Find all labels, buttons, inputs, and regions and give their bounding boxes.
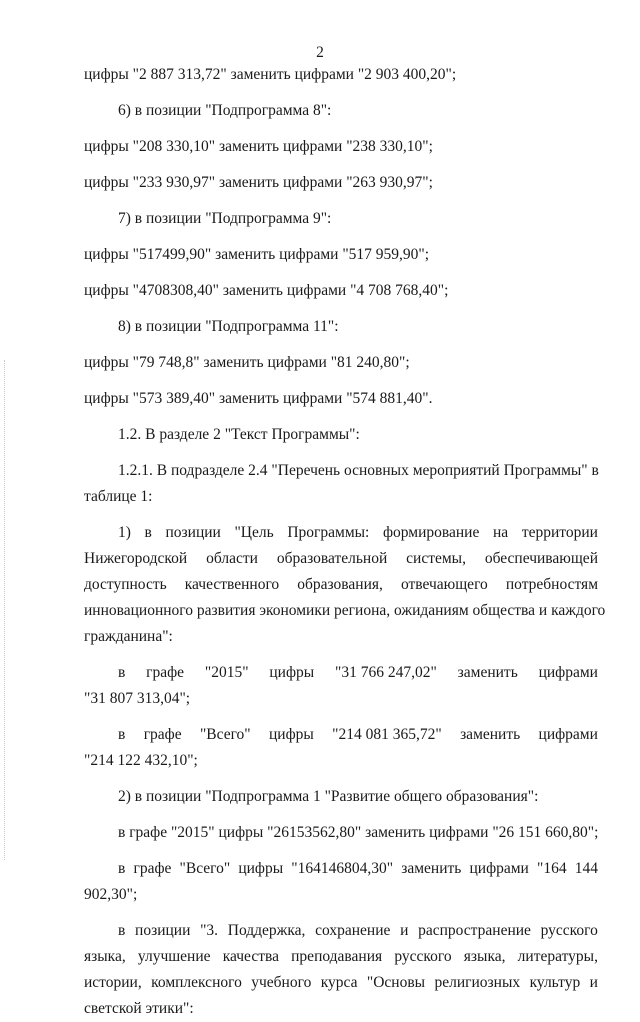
word: курса bbox=[320, 974, 358, 991]
word: образования, bbox=[297, 576, 383, 593]
word: языка, bbox=[463, 948, 506, 965]
word: графе bbox=[146, 664, 185, 681]
justified-line bbox=[84, 944, 598, 970]
word: графе bbox=[143, 726, 182, 743]
word: цифры bbox=[238, 860, 284, 877]
word: религиозных bbox=[434, 974, 521, 991]
text-line: 8) в позиции "Подпрограмма 11": bbox=[118, 318, 339, 335]
justified-line bbox=[84, 572, 598, 598]
text-line: гражданина": bbox=[84, 628, 173, 645]
word: в bbox=[118, 664, 126, 681]
text-line: цифры "233 930,97" заменить цифрами "263 930,97"; bbox=[84, 174, 433, 191]
word: позиции bbox=[165, 524, 221, 541]
word: истории, bbox=[84, 974, 142, 991]
word: "2015" bbox=[204, 664, 249, 681]
document-body bbox=[84, 62, 606, 1022]
word: "3. bbox=[200, 922, 219, 939]
text-line: инновационного развития экономики региона, ожиданиям общества и каждого bbox=[84, 602, 606, 619]
word: преподавания bbox=[291, 948, 383, 965]
word: потребностям bbox=[505, 576, 598, 593]
word: заменить bbox=[401, 860, 462, 877]
text-line: 902,30"; bbox=[84, 886, 138, 903]
word: обеспечивающей bbox=[484, 550, 598, 567]
word: в bbox=[144, 524, 152, 541]
text-line: 1.2.1. В подразделе 2.4 "Перечень основных мероприятий Программы" в bbox=[118, 462, 599, 479]
word: территории bbox=[521, 524, 598, 541]
text-line: цифры "2 887 313,72" заменить цифрами "2 903 400,20"; bbox=[84, 66, 457, 83]
justified-line bbox=[84, 520, 598, 546]
word: "164 bbox=[537, 860, 567, 877]
word: 144 bbox=[574, 860, 598, 877]
word: качества bbox=[222, 948, 279, 965]
word: цифрами bbox=[538, 664, 598, 681]
word: графе bbox=[133, 860, 172, 877]
word: в bbox=[118, 922, 126, 939]
word: "214 081 365,72" bbox=[332, 726, 442, 743]
word: комплексного bbox=[151, 974, 242, 991]
word: улучшение bbox=[137, 948, 211, 965]
word: "Основы bbox=[366, 974, 426, 991]
text-line: светской этики": bbox=[84, 1000, 194, 1017]
word: "Всего" bbox=[179, 860, 231, 877]
word: языка, bbox=[84, 948, 126, 965]
word: заменить bbox=[457, 664, 518, 681]
text-line: цифры "208 330,10" заменить цифрами "238 330,10"; bbox=[84, 138, 433, 155]
word: в bbox=[118, 726, 126, 743]
text-line: цифры "4708308,40" заменить цифрами "4 708 768,40"; bbox=[84, 282, 449, 299]
word: качественного bbox=[184, 576, 280, 593]
word: сохранение bbox=[315, 922, 391, 939]
page-number: 2 bbox=[316, 44, 324, 61]
text-line: таблице 1: bbox=[84, 488, 153, 505]
justified-line bbox=[84, 918, 598, 944]
word: отвечающего bbox=[400, 576, 488, 593]
text-line: 1.2. В разделе 2 "Текст Программы": bbox=[118, 426, 360, 443]
word: цифрами bbox=[469, 860, 529, 877]
text-line: цифры "517499,90" заменить цифрами "517 959,90"; bbox=[84, 246, 430, 263]
text-line: цифры "573 389,40" заменить цифрами "574 881,40". bbox=[84, 390, 433, 407]
text-line: в графе "2015" цифры "26153562,80" заменить цифрами "26 151 660,80"; bbox=[118, 824, 599, 841]
text-line: "214 122 432,10"; bbox=[84, 752, 198, 769]
text-line: 7) в позиции "Подпрограмма 9": bbox=[118, 210, 332, 227]
word: Программы: bbox=[287, 524, 370, 541]
justified-line bbox=[84, 546, 598, 572]
word: и bbox=[400, 922, 409, 939]
word: цифры bbox=[269, 726, 314, 743]
word: распространение bbox=[418, 922, 531, 939]
word: на bbox=[493, 524, 509, 541]
word: Нижегородской bbox=[84, 550, 188, 567]
text-line: 6) в позиции "Подпрограмма 8": bbox=[118, 102, 332, 119]
word: заменить bbox=[460, 726, 521, 743]
word: образовательной bbox=[276, 550, 388, 567]
text-line: цифры "79 748,8" заменить цифрами "81 240,80"; bbox=[84, 354, 410, 371]
justified-line bbox=[84, 722, 598, 748]
word: 1) bbox=[118, 524, 131, 541]
word: "Всего" bbox=[199, 726, 251, 743]
justified-line bbox=[84, 660, 598, 686]
word: в bbox=[118, 860, 126, 877]
justified-line bbox=[84, 856, 598, 882]
word: культур bbox=[529, 974, 581, 991]
page-edge-shadow bbox=[4, 360, 6, 860]
word: литературы, bbox=[517, 948, 598, 965]
word: русского bbox=[540, 922, 598, 939]
justified-line bbox=[84, 970, 598, 996]
word: доступность bbox=[84, 576, 167, 593]
text-line: "31 807 313,04"; bbox=[84, 690, 191, 707]
word: системы, bbox=[406, 550, 466, 567]
text-line: 2) в позиции "Подпрограмма 1 "Развитие общего образования": bbox=[118, 788, 539, 805]
word: цифрами bbox=[538, 726, 598, 743]
word: русского bbox=[394, 948, 452, 965]
word: "Цель bbox=[234, 524, 274, 541]
word: позиции bbox=[135, 922, 191, 939]
word: и bbox=[589, 974, 598, 991]
word: учебного bbox=[251, 974, 312, 991]
word: Поддержка, bbox=[227, 922, 306, 939]
word: цифры bbox=[269, 664, 315, 681]
word: формирование bbox=[382, 524, 480, 541]
word: области bbox=[206, 550, 258, 567]
word: "164146804,30" bbox=[291, 860, 394, 877]
word: "31 766 247,02" bbox=[335, 664, 437, 681]
